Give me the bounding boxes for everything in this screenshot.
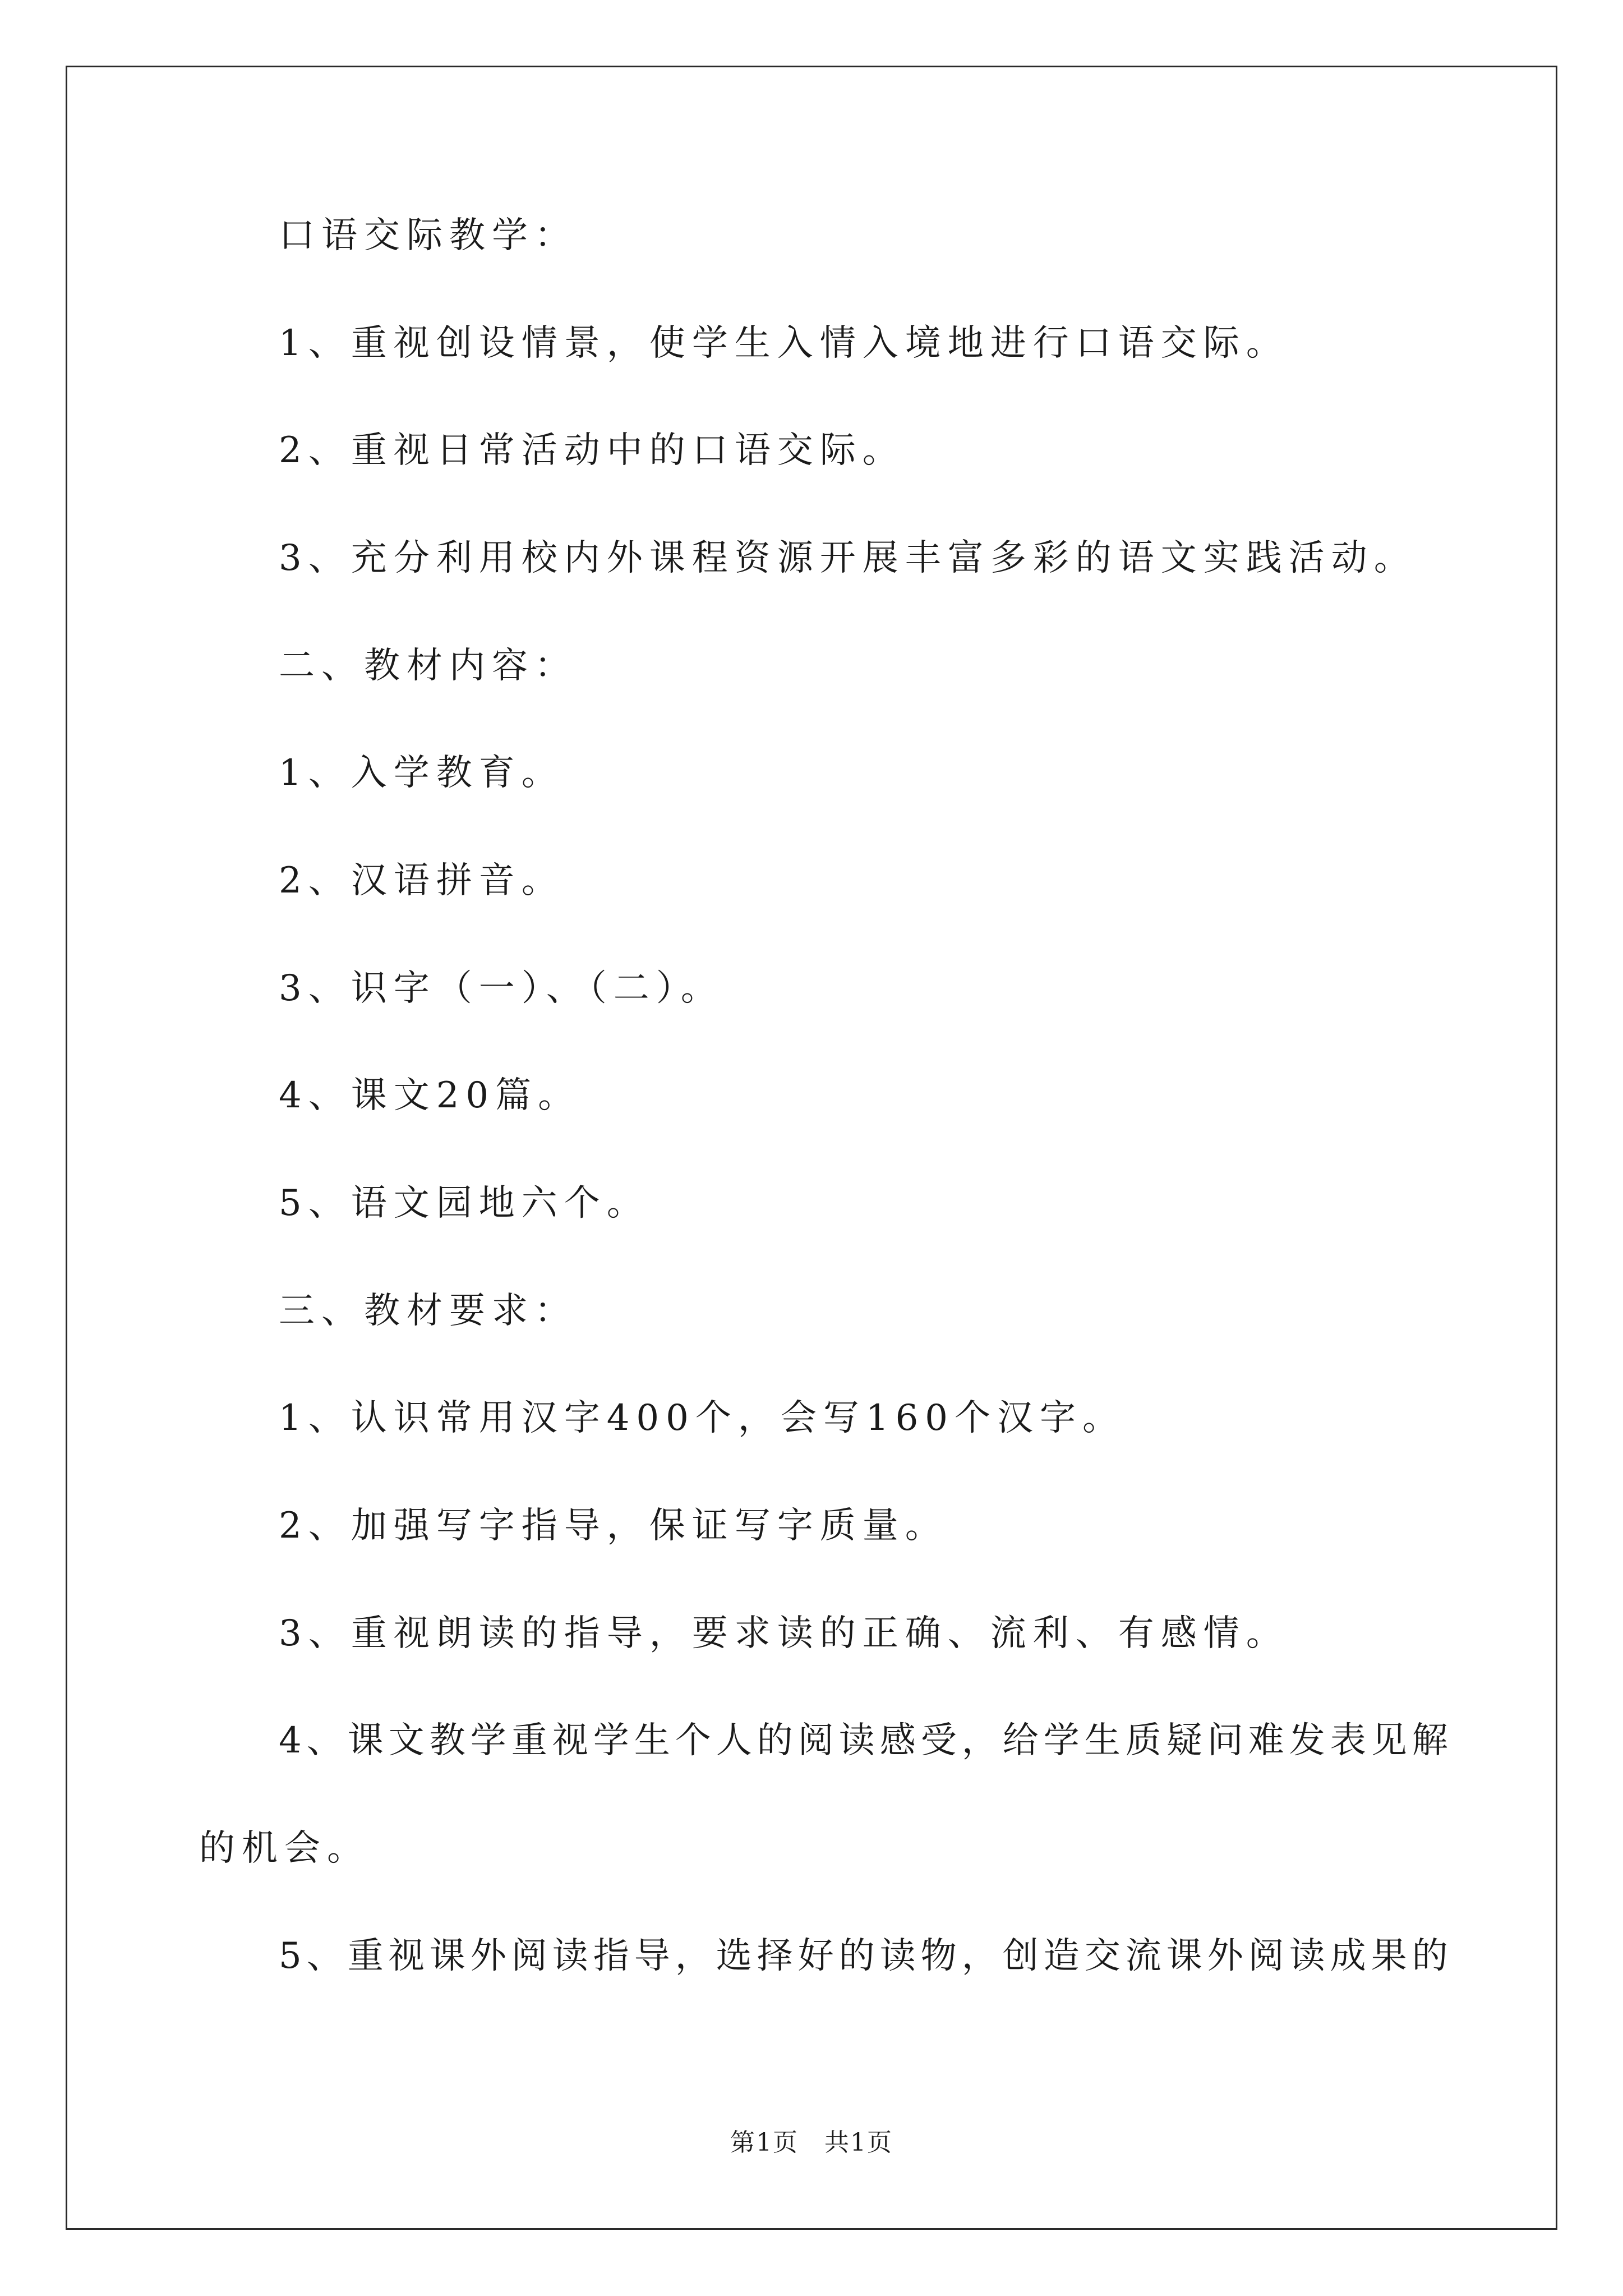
paragraph-req-2: 2、加强写字指导，保证写字质量。 (279, 1505, 948, 1547)
paragraph-req-4-line2: 的机会。 (199, 1828, 370, 1869)
paragraph-req-5-line1: 5、重视课外阅读指导，选择好的读物，创造交流课外阅读成果的 (279, 1935, 1453, 1977)
paragraph-content-1: 1、入学教育。 (279, 752, 564, 794)
paragraph-content-3: 3、识字（一）、（二）。 (279, 968, 723, 1009)
section-heading-requirements: 三、教材要求： (279, 1290, 577, 1332)
paragraph-oral-2: 2、重视日常活动中的口语交际。 (279, 430, 905, 471)
paragraph-req-1: 1、认识常用汉字400个，会写160个汉字。 (279, 1397, 1126, 1439)
paragraph-content-2: 2、汉语拼音。 (279, 860, 564, 901)
paragraph-req-4-line1: 4、课文教学重视学生个人的阅读感受，给学生质疑问难发表见解 (279, 1720, 1453, 1761)
paragraph-oral-1: 1、重视创设情景，使学生入情入境地进行口语交际。 (279, 323, 1289, 364)
paragraph-req-3: 3、重视朗读的指导，要求读的正确、流利、有感情。 (279, 1613, 1289, 1654)
page-number-footer: 第1页 共1页 (730, 2128, 893, 2157)
page-border (66, 66, 1557, 2230)
paragraph-content-5: 5、语文园地六个。 (279, 1182, 649, 1224)
paragraph-oral-teaching-heading: 口语交际教学： (279, 215, 577, 256)
section-heading-content: 二、教材内容： (279, 645, 577, 687)
paragraph-content-4: 4、课文20篇。 (279, 1075, 581, 1116)
paragraph-oral-3: 3、充分利用校内外课程资源开展丰富多彩的语文实践活动。 (279, 537, 1417, 579)
